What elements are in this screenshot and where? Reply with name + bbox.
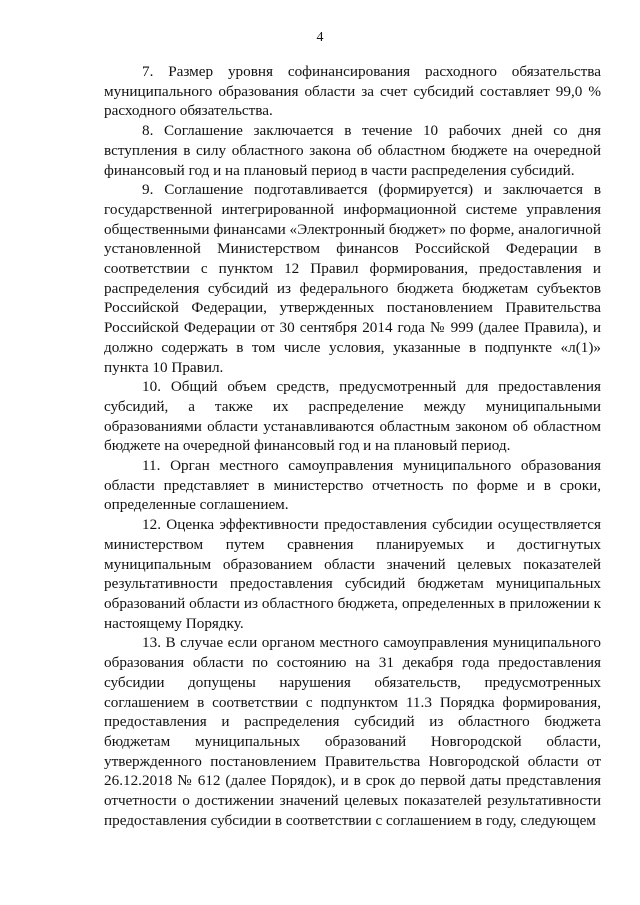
paragraph-10: 10. Общий объем средств, предусмотренный для предоставления субсидий, а также их распределение между муниципальными образованиями области устанавливаются областным законом об областном бюджете на очередной финансовый год и на плановый период. bbox=[104, 378, 601, 455]
paragraph-7: 7. Размер уровня софинансирования расходного обязательства муниципального образования области за счет субсидий составляет 99,0 % расходного обязательства. bbox=[104, 63, 601, 120]
paragraph-9: 9. Соглашение подготавливается (формируется) и заключается в государственной интегрированной информационной системе управления общественными финансами «Электронный бюджет» по форме, аналогичной установленной Министерством финансов Российской Федерации в соответствии с пунктом 12 Правил формирования, предоставления и распределения субсидий из федерального бюджета бюджетам субъектов Российской Федерации, утвержденных постановлением Правительства Российской Федерации от 30 сентября 2014 года № 999 (далее Правила), и должно содержать в том числе условия, указанные в подпункте «л(1)» пункта 10 Правил. bbox=[104, 181, 601, 376]
page-number: 4 bbox=[316, 30, 324, 45]
paragraph-8: 8. Соглашение заключается в течение 10 рабочих дней со дня вступления в силу областного закона об областном бюджете на очередной финансовый год и на плановый период в части распределения субсидий. bbox=[104, 122, 601, 179]
document-body bbox=[104, 62, 601, 830]
paragraph-13: 13. В случае если органом местного самоуправления муниципального образования области по состоянию на 31 декабря года предоставления субсидии допущены нарушения обязательств, предусмотренных соглашением в соответствии с подпунктом 11.3 Порядка формирования, предоставления и распределения субсидий из областного бюджета бюджетам муниципальных образований Новгородской области, утвержденного постановлением Правительства Новгородской области от 26.12.2018 № 612 (далее Порядок), и в срок до первой даты представления отчетности о достижении значений целевых показателей результативности предоставления субсидии в соответствии с соглашением в году, следующем bbox=[104, 634, 601, 829]
paragraph-12: 12. Оценка эффективности предоставления субсидии осуществляется министерством путем сравнения планируемых и достигнутых муниципальным образованием области значений целевых показателей результативности предоставления субсидий бюджетам муниципальных образований области из областного бюджета, определенных в приложении к настоящему Порядку. bbox=[104, 516, 601, 632]
paragraph-11: 11. Орган местного самоуправления муниципального образования области представляет в министерство отчетность по форме и в сроки, определенные соглашением. bbox=[104, 457, 601, 514]
